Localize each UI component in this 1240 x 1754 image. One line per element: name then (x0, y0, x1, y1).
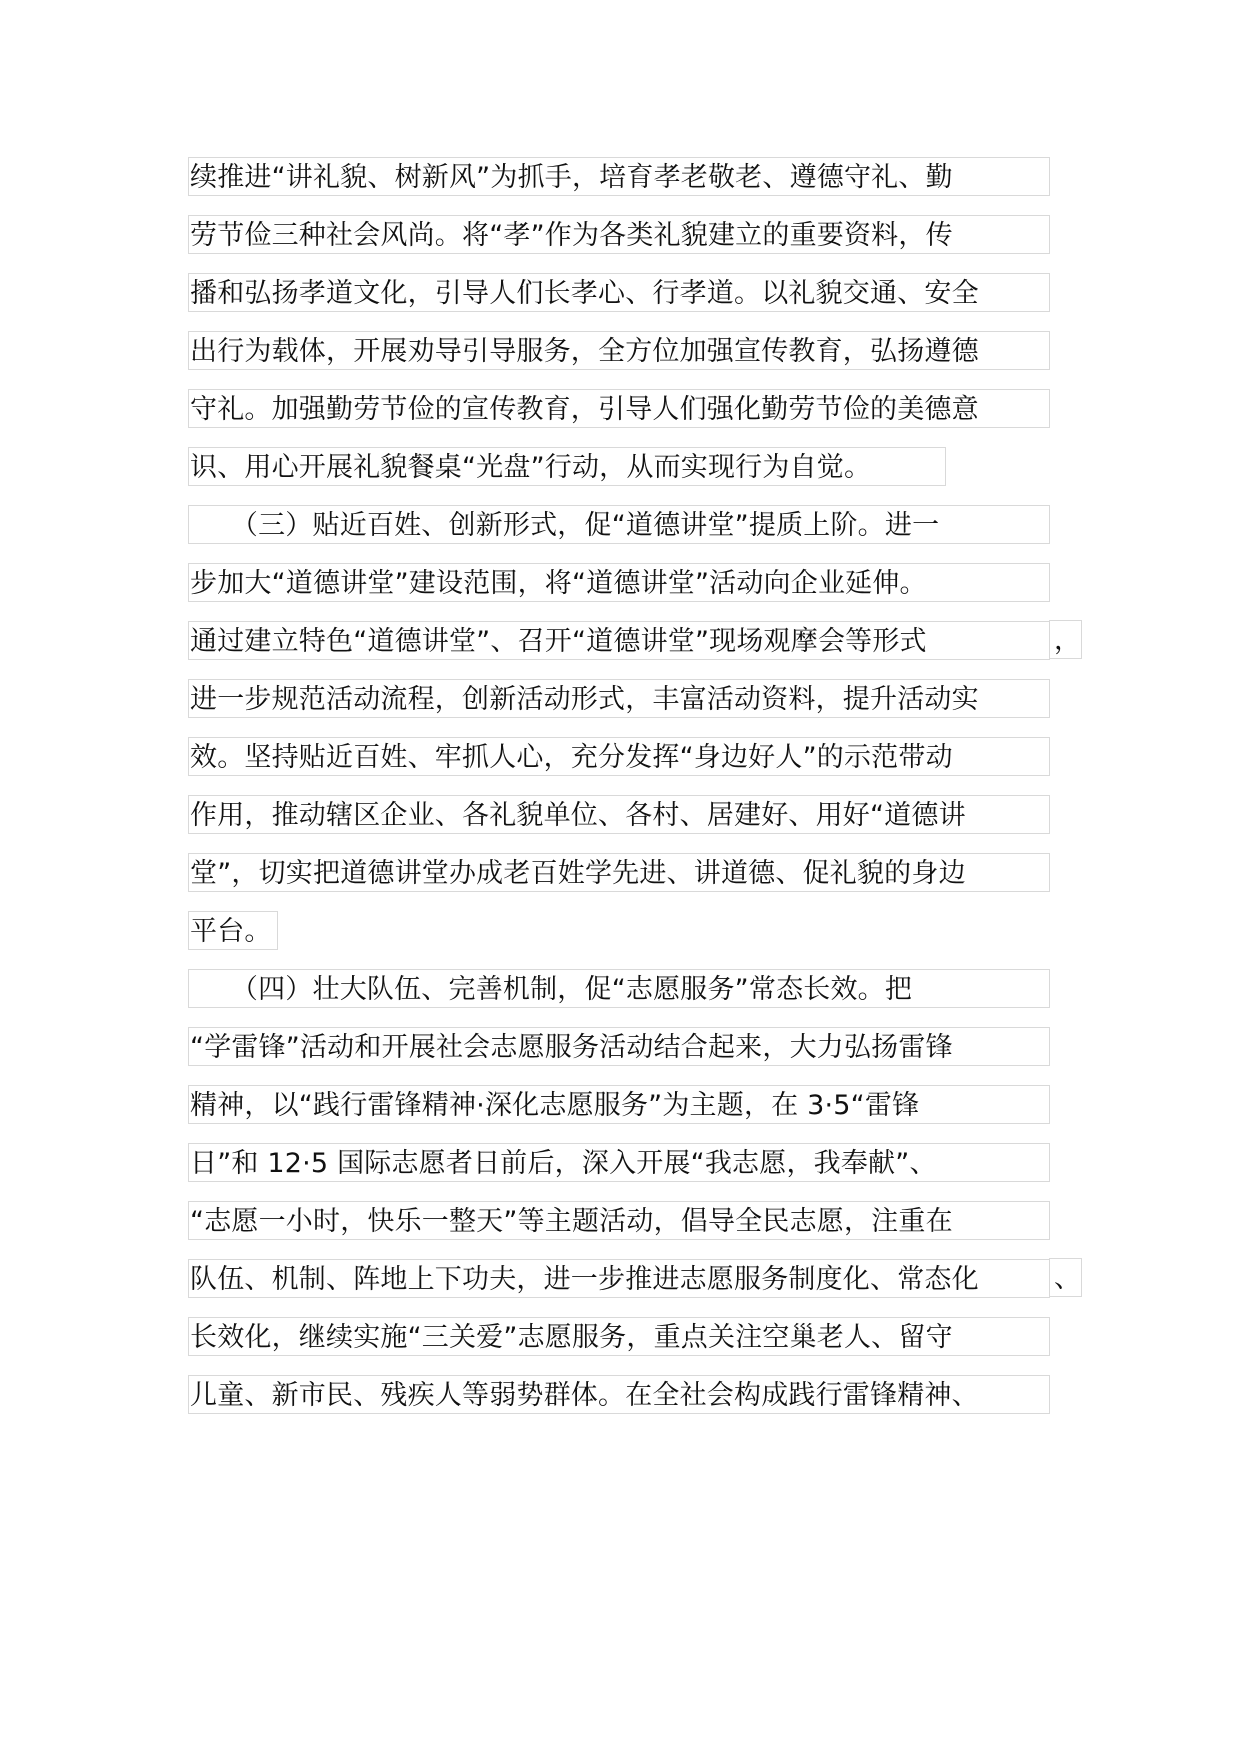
text-line: 劳节俭三种社会风尚。将“孝”作为各类礼貌建立的重要资料，传 (188, 215, 1050, 254)
text-line: 日”和 12·5 国际志愿者日前后，深入开展“我志愿，我奉献”、 (188, 1143, 1050, 1182)
text-line-overflow: 、 (1049, 1258, 1082, 1297)
text-line: 作用，推动辖区企业、各礼貌单位、各村、居建好、用好“道德讲 (188, 795, 1050, 834)
text-line: 出行为载体，开展劝导引导服务，全方位加强宣传教育，弘扬遵德 (188, 331, 1050, 370)
text-line: 播和弘扬孝道文化，引导人们长孝心、行孝道。以礼貌交通、安全 (188, 273, 1050, 312)
paragraph-4-first-line: （四）壮大队伍、完善机制，促“志愿服务”常态长效。把 (188, 969, 1050, 1008)
text-line: 精神，以“践行雷锋精神·深化志愿服务”为主题，在 3·5“雷锋 (188, 1085, 1050, 1124)
text-line: 守礼。加强勤劳节俭的宣传教育，引导人们强化勤劳节俭的美德意 (188, 389, 1050, 428)
text-line-overflow: ， (1049, 620, 1082, 659)
text-line: 进一步规范活动流程，创新活动形式，丰富活动资料，提升活动实 (188, 679, 1050, 718)
paragraph-3-first-line: （三）贴近百姓、创新形式，促“道德讲堂”提质上阶。进一 (188, 505, 1050, 544)
text-line: 长效化，继续实施“三关爱”志愿服务，重点关注空巢老人、留守 (188, 1317, 1050, 1356)
text-line: 识、用心开展礼貌餐桌“光盘”行动，从而实现行为自觉。 (188, 447, 946, 486)
text-line: “学雷锋”活动和开展社会志愿服务活动结合起来，大力弘扬雷锋 (188, 1027, 1050, 1066)
text-line-main: 通过建立特色“道德讲堂”、召开“道德讲堂”现场观摩会等形式 (188, 621, 1050, 660)
text-line: 效。坚持贴近百姓、牢抓人心，充分发挥“身边好人”的示范带动 (188, 737, 1050, 776)
text-line-main: 队伍、机制、阵地上下功夫，进一步推进志愿服务制度化、常态化 (188, 1259, 1050, 1298)
text-line-with-overflow (188, 621, 1082, 660)
text-line: 堂”，切实把道德讲堂办成老百姓学先进、讲道德、促礼貌的身边 (188, 853, 1050, 892)
text-line: 平台。 (188, 911, 278, 950)
text-line: “志愿一小时，快乐一整天”等主题活动，倡导全民志愿，注重在 (188, 1201, 1050, 1240)
text-line-with-overflow (188, 1259, 1082, 1298)
text-line: 步加大“道德讲堂”建设范围，将“道德讲堂”活动向企业延伸。 (188, 563, 1050, 602)
text-line: 续推进“讲礼貌、树新风”为抓手，培育孝老敬老、遵德守礼、勤 (188, 157, 1050, 196)
text-line: 儿童、新市民、残疾人等弱势群体。在全社会构成践行雷锋精神、 (188, 1375, 1050, 1414)
